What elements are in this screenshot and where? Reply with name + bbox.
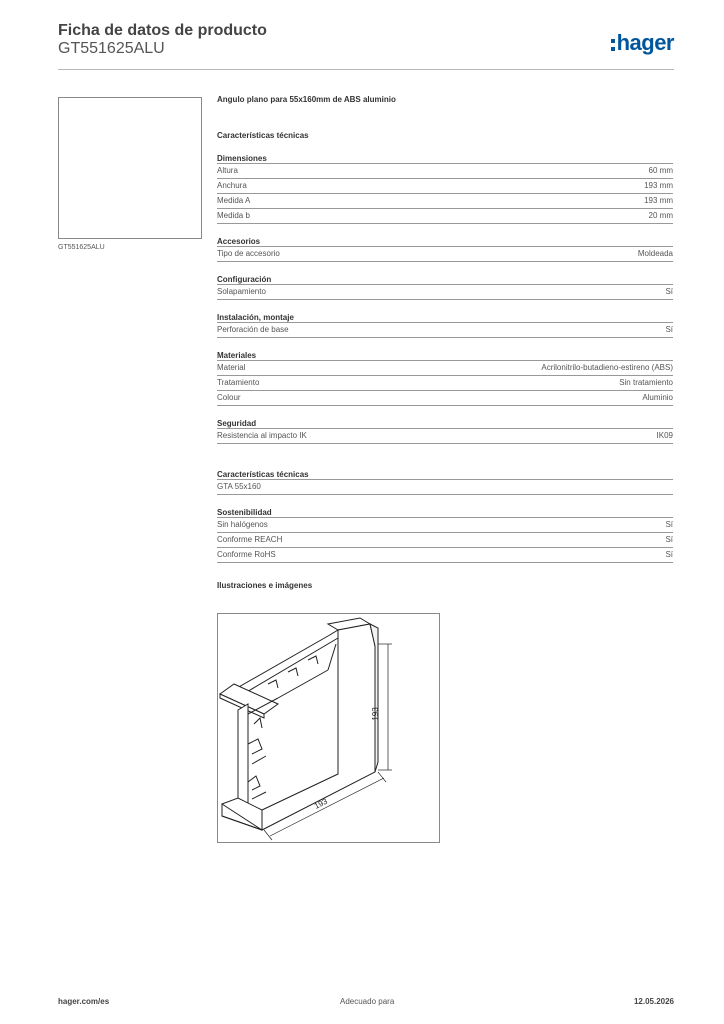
spec-section (217, 349, 673, 406)
section-title: Materiales (217, 349, 673, 361)
spec-section (217, 417, 673, 444)
spec-column (217, 95, 673, 590)
product-illustration (217, 613, 440, 843)
spec-row (217, 247, 673, 262)
spec-section (217, 468, 673, 495)
spec-label: Conforme RoHS (217, 550, 276, 559)
section-title: Instalación, montaje (217, 311, 673, 323)
width-dimension-label: 193 (312, 796, 329, 811)
spec-value: 60 mm (648, 166, 673, 175)
spec-value: Sí (665, 325, 673, 334)
spec-value: 193 mm (644, 196, 673, 205)
product-reference: GT551625ALU (58, 40, 165, 57)
spec-row (217, 533, 673, 548)
spec-label: Solapamiento (217, 287, 266, 296)
spec-row (217, 391, 673, 406)
spec-value: Sí (665, 535, 673, 544)
section-title: Dimensiones (217, 152, 673, 164)
section-title: Accesorios (217, 235, 673, 247)
spec-label: Resistencia al impacto IK (217, 431, 307, 440)
spec-section (217, 235, 673, 262)
logo-dots-icon (611, 39, 615, 51)
spec-label: Medida b (217, 211, 250, 220)
spec-section (217, 311, 673, 338)
spec-value: 20 mm (648, 211, 673, 220)
spec-row (217, 429, 673, 444)
spec-section (217, 273, 673, 300)
product-description: Angulo plano para 55x160mm de ABS aluminio (217, 95, 396, 104)
document-title: Ficha de datos de producto (58, 22, 267, 39)
angle-drawing (218, 614, 439, 842)
spec-value: Sí (665, 550, 673, 559)
spec-label: Conforme REACH (217, 535, 283, 544)
spec-row (217, 376, 673, 391)
logo-text: hager (616, 30, 674, 55)
thumbnail-caption: GT551625ALU (58, 244, 105, 251)
hager-logo (611, 28, 674, 58)
spec-label: Anchura (217, 181, 247, 190)
spec-label: Material (217, 363, 246, 372)
spec-row (217, 285, 673, 300)
spec-section (217, 506, 673, 563)
spec-row (217, 480, 673, 495)
section-title: Características técnicas (217, 468, 673, 480)
spec-sections (217, 129, 673, 563)
spec-value: Sí (665, 287, 673, 296)
spec-value: Moldeada (637, 249, 673, 258)
spec-row (217, 164, 673, 179)
spec-value: Sin tratamiento (619, 378, 673, 387)
spec-row (217, 323, 673, 338)
spec-row (217, 361, 673, 376)
spec-label: Altura (217, 166, 238, 175)
spec-label: Colour (217, 393, 241, 402)
spec-row (217, 194, 673, 209)
page-header (58, 20, 674, 70)
spec-row (217, 518, 673, 533)
spec-label: Medida A (217, 196, 251, 205)
footer-suitability: Adecuado para (340, 997, 395, 1006)
spec-section (217, 152, 673, 224)
spec-value: Sí (665, 520, 673, 529)
footer-website: hager.com/es (58, 997, 110, 1006)
illustrations-title: Ilustraciones e imágenes (217, 581, 313, 590)
section-title: Características técnicas (217, 131, 309, 140)
spec-label: Tratamiento (217, 378, 260, 387)
spec-row (217, 179, 673, 194)
footer-date: 12.05.2026 (633, 997, 674, 1006)
spec-label: Perforación de base (217, 325, 289, 334)
spec-label: Tipo de accesorio (217, 249, 280, 258)
spec-value: 193 mm (644, 181, 673, 190)
spec-section (217, 129, 673, 141)
section-title: Configuración (217, 273, 673, 285)
section-title: Seguridad (217, 417, 673, 429)
spec-value: Acrilonitrilo-butadieno-estireno (ABS) (541, 363, 673, 372)
section-title: Sostenibilidad (217, 506, 673, 518)
spec-label: GTA 55x160 (217, 482, 261, 491)
spec-value: Aluminio (642, 393, 673, 402)
spec-value: IK09 (656, 431, 673, 440)
product-thumbnail (58, 97, 202, 239)
spec-row (217, 548, 673, 563)
spec-label: Sin halógenos (217, 520, 268, 529)
height-dimension-label: 193 (371, 707, 380, 721)
spec-row (217, 209, 673, 224)
